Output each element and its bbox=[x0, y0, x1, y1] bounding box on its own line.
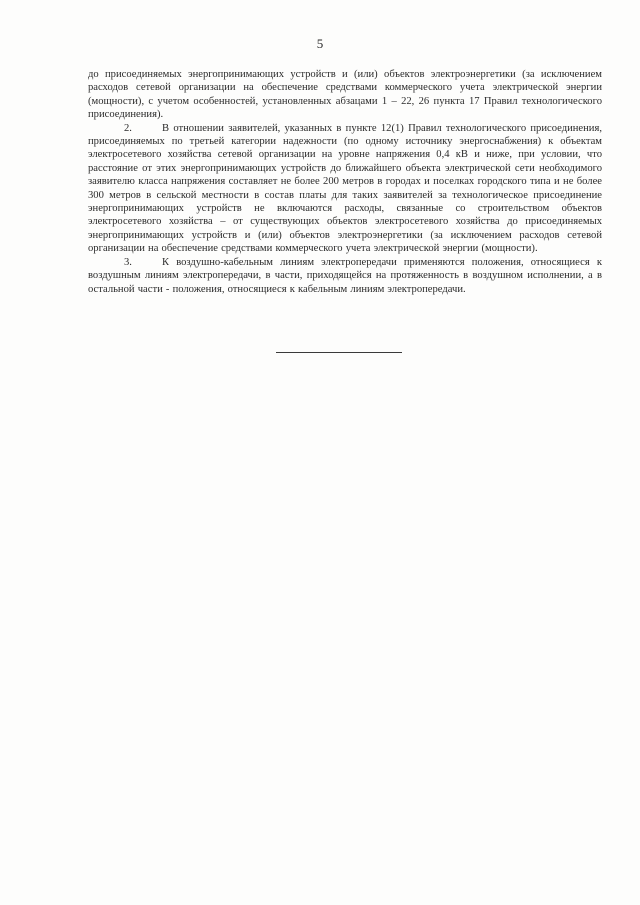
document-body bbox=[88, 68, 602, 296]
end-of-document-divider bbox=[276, 352, 402, 353]
paragraph-number: 3. bbox=[124, 256, 132, 268]
paragraph-continuation bbox=[88, 68, 602, 122]
paragraph-text: В отношении заявителей, указанных в пункте 12(1) Правил технологического присоединения, присоединяемых по третьей категории надежности (по одному источнику энергоснабжения) к объектам электросетевого хозяйства сетевой организации на уровне напряжения 0,4 кВ и ниже, при условии, что расстояние от этих энергопринимающих устройств до ближайшего объекта электрической сети необходимого заявителю класса напряжения составляет не более 200 метров в городах и поселках городского типа и не более 300 метров в сельской местности в состав платы для таких заявителей за технологическое присоединение энергопринимающих устройств не включаются расходы, связанные со строительством объектов электросетевого хозяйства – от существующих объектов электросетевого хозяйства до присоединяемых энергопринимающих устройств и (или) объектов электроэнергетики (за исключением расходов сетевой организации на обеспечение средствами коммерческого учета электрической энергии (мощности). bbox=[88, 122, 602, 255]
paragraph-item-3 bbox=[88, 256, 602, 296]
page-number: 5 bbox=[316, 36, 324, 51]
paragraph-text: до присоединяемых энергопринимающих устройств и (или) объектов электроэнергетики (за исключением расходов сетевой организации на обеспечение средствами коммерческого учета электрической энергии (мощности), с учетом особенностей, установленных абзацами 1 – 22, 26 пункта 17 Правил технологического присоединения). bbox=[88, 69, 602, 121]
paragraph-text: К воздушно-кабельным линиям электропередачи применяются положения, относящиеся к воздушным линиям электропередачи, в части, приходящейся на протяженность в воздушном исполнении, а в остальной части - положения, относящиеся к кабельным линиям электропередачи. bbox=[88, 256, 602, 295]
paragraph-number: 2. bbox=[124, 122, 132, 134]
paragraph-item-2 bbox=[88, 122, 602, 256]
